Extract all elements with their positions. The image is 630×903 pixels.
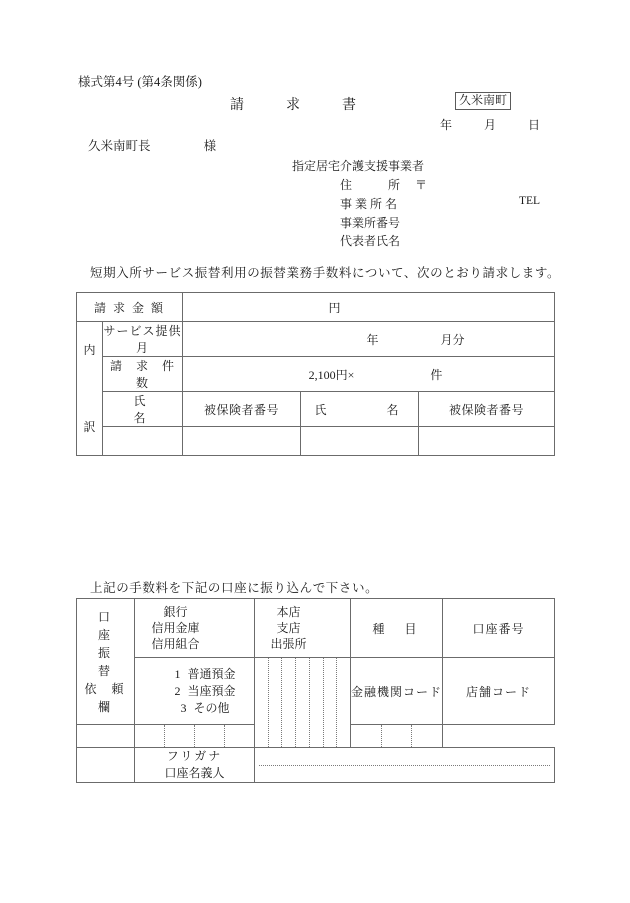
institution-code-digit[interactable] (135, 725, 165, 747)
institution-code-digit[interactable] (195, 725, 225, 747)
account-type-options[interactable] (135, 658, 255, 725)
branch-code-digit[interactable] (382, 725, 413, 747)
account-number-digit[interactable] (282, 658, 296, 747)
institution-code-strip (135, 725, 254, 747)
header-name-2: 氏 名 (301, 392, 419, 427)
header-insured-number-1: 被保険者番号 (183, 392, 301, 427)
account-type-header: 種 目 (351, 599, 443, 658)
provider-heading: 指定居宅介護支援事業者 (292, 159, 425, 173)
entry-cell-insured-number-1[interactable] (183, 427, 301, 456)
claim-count-label: 請 求 件 数 (103, 357, 183, 392)
uchiwake-label (77, 322, 103, 456)
branch-code-strip (351, 725, 442, 747)
account-number-digit-cells[interactable] (255, 658, 351, 748)
provider-representative-label: 代表者氏名 (340, 234, 401, 248)
institution-kind-shinkin: 信用金庫 (151, 621, 200, 635)
uchiwake-char-2: 訳 (83, 419, 96, 434)
account-type-option-1-num: 1 (174, 666, 181, 681)
branch-code-digit-cells[interactable] (351, 725, 443, 748)
postal-mark-icon: 〒 (415, 178, 428, 192)
service-month-inner (366, 331, 464, 348)
institution-kind-options[interactable] (135, 599, 255, 658)
transfer-section-label-spacer (77, 725, 135, 748)
institution-kind-shinkumi: 信用組合 (151, 637, 200, 651)
account-number-digit[interactable] (255, 658, 269, 747)
provider-office-name-label: 事 業 所 名 (340, 197, 398, 211)
body-statement: 短期入所サービス振替利用の振替業務手数料について、次のとおり請求します。 (90, 266, 561, 280)
account-number-header: 口座番号 (443, 599, 555, 658)
claim-amount-label: 請 求 金 額 (77, 293, 183, 322)
branch-kind-options[interactable] (255, 599, 351, 658)
transfer-section-bottom-spacer (77, 748, 135, 783)
account-type-option-3-label: その他 (193, 700, 230, 715)
branch-kind-branch: 支店 (276, 621, 301, 635)
institution-code-label: 金融機関コード (351, 658, 443, 725)
page-title: 請求書 (230, 98, 398, 113)
bank-transfer-table (76, 598, 555, 783)
table-row (77, 748, 555, 783)
date-year-label: 年 (440, 118, 453, 132)
account-number-digit[interactable] (296, 658, 310, 747)
date-month-label: 月 (484, 118, 497, 132)
account-type-option-1 (149, 666, 254, 683)
institution-code-digit-cells[interactable] (135, 725, 255, 748)
claim-count-value[interactable] (183, 357, 555, 392)
table-row (77, 357, 555, 392)
account-number-digit[interactable] (324, 658, 338, 747)
claim-unit-price: 2,100円× (308, 367, 355, 382)
account-type-option-2 (149, 683, 254, 700)
issuer-stamp-box: 久米南町 (455, 92, 511, 110)
header-name-1: 氏 名 (103, 392, 183, 427)
transfer-statement: 上記の手数料を下記の口座に振り込んで下さい。 (90, 581, 379, 595)
form-number: 様式第4号 (第4条関係) (78, 75, 202, 89)
branch-kind-head-office: 本店 (276, 605, 301, 619)
service-month-label: サービス提供月 (103, 322, 183, 357)
service-month-value[interactable] (183, 322, 555, 357)
institution-code-digit[interactable] (165, 725, 195, 747)
claim-table (76, 292, 555, 456)
account-holder-label: 口座名義人 (164, 766, 225, 780)
account-holder-label-cell (135, 748, 255, 783)
service-month-year-label: 年 (366, 332, 379, 347)
institution-code-digit[interactable] (225, 725, 254, 747)
account-type-option-2-num: 2 (174, 683, 181, 698)
claim-count-unit: 件 (430, 367, 443, 382)
uchiwake-char-1: 内 (83, 342, 96, 357)
furigana-label: フリガナ (166, 749, 223, 763)
account-type-option-3-num: 3 (180, 700, 187, 715)
table-row (77, 599, 555, 658)
furigana-dotted-rule (259, 765, 550, 766)
account-number-strip (255, 658, 350, 747)
account-number-digit[interactable] (337, 658, 350, 747)
service-month-month-label: 月分 (440, 332, 465, 347)
addressee-honorific: 様 (203, 139, 217, 153)
institution-kind-bank: 銀行 (163, 605, 188, 619)
provider-office-number-label: 事業所番号 (340, 216, 401, 230)
account-number-digit[interactable] (310, 658, 324, 747)
branch-code-digit[interactable] (412, 725, 442, 747)
provider-address-row (340, 176, 427, 193)
table-row (77, 427, 555, 456)
date-day-label: 日 (528, 118, 541, 132)
branch-kind-sub-office: 出張所 (270, 637, 307, 651)
addressee-name: 久米南町長 (88, 139, 151, 153)
provider-tel-label: TEL (519, 195, 541, 207)
account-type-option-1-label: 普通預金 (187, 666, 236, 681)
table-row (77, 322, 555, 357)
account-number-digit[interactable] (269, 658, 283, 747)
transfer-request-section-label (77, 599, 153, 725)
entry-cell-insured-number-2[interactable] (419, 427, 555, 456)
claim-amount-value[interactable]: 円 (183, 293, 555, 322)
account-type-option-3 (149, 700, 254, 717)
claim-count-inner (309, 368, 443, 382)
branch-code-label: 店舗コード (443, 658, 555, 725)
provider-address-label: 住 所 (340, 178, 401, 192)
entry-cell-name-2[interactable] (301, 427, 419, 456)
transfer-label-line-1: 口 座 (97, 609, 153, 642)
table-row (77, 293, 555, 322)
transfer-label-line-3: 依 頼 欄 (84, 681, 130, 714)
transfer-label-line-2: 振 替 (97, 645, 153, 678)
date-line (440, 116, 540, 133)
entry-cell-name-1[interactable] (103, 427, 183, 456)
header-insured-number-2: 被保険者番号 (419, 392, 555, 427)
branch-code-digit[interactable] (351, 725, 382, 747)
table-row (77, 392, 555, 427)
account-type-option-2-label: 当座預金 (187, 683, 236, 698)
account-holder-value[interactable] (255, 748, 555, 783)
addressee-line (88, 136, 216, 154)
